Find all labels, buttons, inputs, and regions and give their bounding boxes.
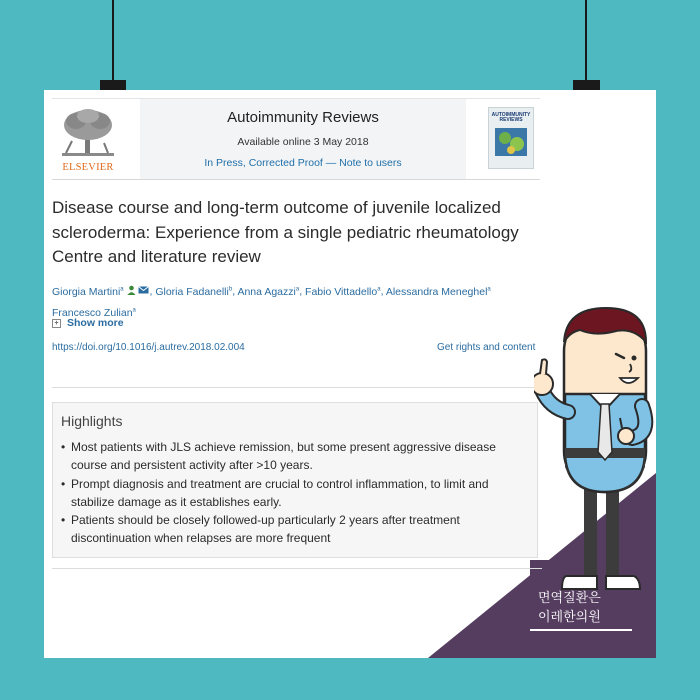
cover-title: AUTOIMMUNITY REVIEWS — [491, 112, 531, 123]
highlights-heading: Highlights — [61, 413, 123, 429]
show-more-toggle[interactable]: + Show more — [52, 317, 124, 329]
clinic-underline — [530, 629, 632, 631]
publisher-name: ELSEVIER — [62, 162, 114, 173]
highlights-list — [61, 438, 511, 548]
doi-link[interactable]: https://doi.org/10.1016/j.autrev.2018.02.004 — [52, 342, 245, 353]
cartoon-doctor-illustration — [534, 302, 656, 592]
author-list: Giorgia Martini$^a$ , Gloria Fadanelli$^b$, Anna Agazzi$^a$, Fabio Vittadello$^a$, Alessandra Meneghel$^a$ Francesco Zulian$^a$ — [52, 285, 491, 319]
author-link[interactable]: Fabio Vittadello$^a$ — [305, 285, 381, 298]
clinic-line-2: 이레한의원 — [538, 609, 601, 624]
hanger-clip-left — [100, 80, 126, 90]
hanger-string-left — [112, 0, 114, 82]
plus-box-icon: + — [52, 319, 61, 328]
person-icon[interactable] — [127, 285, 136, 295]
journal-header — [52, 98, 540, 180]
elsevier-logo — [58, 107, 118, 173]
cover-art-icon — [489, 108, 533, 168]
highlight-item: • Most patients with JLS achieve remission, but some present aggressive disease course and persistent activity after >10 years. — [61, 438, 511, 475]
hanger-string-right — [585, 0, 587, 82]
journal-title[interactable]: Autoimmunity Reviews — [227, 109, 379, 126]
envelope-icon[interactable] — [138, 286, 149, 294]
clinic-line-1: 면역질환은 — [538, 590, 601, 605]
article-title: Disease course and long-term outcome of juvenile localized scleroderma: Experience from a single pediatric rheumatology Centre and literature review — [52, 198, 519, 266]
tree-logo-icon — [58, 107, 118, 159]
poster — [44, 90, 656, 658]
journal-cover[interactable] — [488, 107, 534, 169]
divider — [52, 387, 542, 388]
divider — [52, 568, 542, 569]
highlight-item: • Prompt diagnosis and treatment are crucial to control inflammation, to limit and stabilize damage as it establishes early. — [61, 475, 511, 512]
author-link[interactable]: Alessandra Meneghel$^a$ — [385, 285, 491, 298]
clinic-label — [538, 588, 601, 626]
author-link[interactable]: Anna Agazzi$^a$ — [237, 285, 300, 298]
rights-link[interactable]: Get rights and content — [437, 342, 536, 353]
highlights-box — [52, 402, 538, 558]
highlight-item: • Patients should be closely followed-up particularly 2 years after treatment discontinuation when relapses are more frequent — [61, 511, 511, 548]
available-date: Available online 3 May 2018 — [237, 136, 369, 148]
author-link[interactable]: Francesco Zulian$^a$ — [52, 307, 136, 319]
author-link[interactable]: Giorgia Martini$^a$ — [52, 285, 124, 298]
journal-info — [140, 99, 466, 179]
publication-status-link[interactable]: In Press, Corrected Proof — Note to users — [204, 157, 402, 169]
author-link[interactable]: Gloria Fadanelli$^b$ — [155, 285, 233, 298]
